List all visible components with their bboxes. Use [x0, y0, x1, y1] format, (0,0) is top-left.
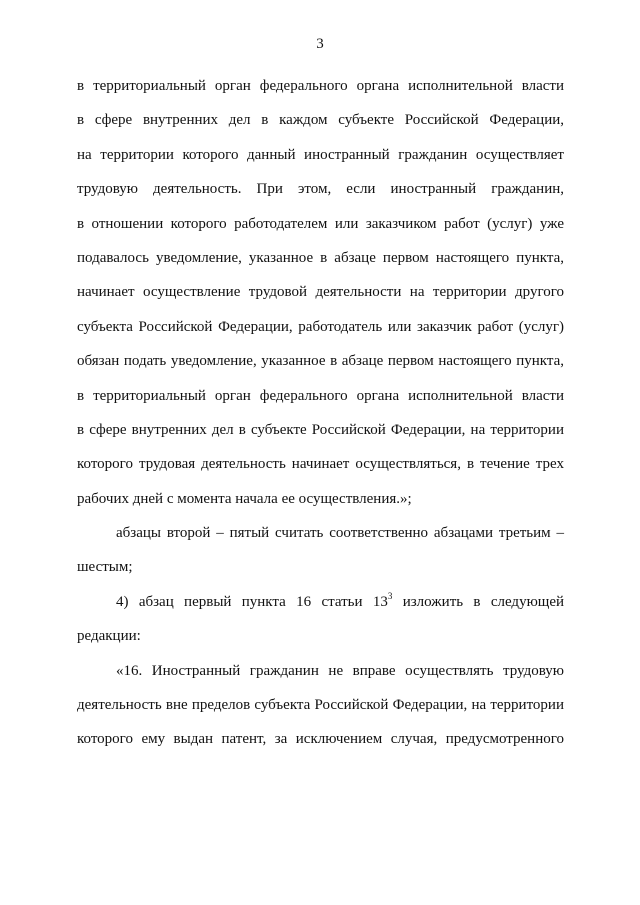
text-line: в территориальный орган федерального органа исполнительной власти [77, 387, 564, 404]
amendment-item-tail: изложить в следующей [402, 593, 565, 610]
text-line: трудовую деятельность. При этом, если иностранный гражданин, [77, 181, 564, 198]
text-line: в сфере внутренних дел в каждом субъекте Российской Федерации, [77, 112, 564, 129]
text-line: редакции: [77, 628, 141, 645]
text-line: субъекта Российской Федерации, работодатель или заказчик работ (услуг) [77, 318, 564, 335]
text-line: шестым; [77, 559, 133, 576]
text-line: начинает осуществление трудовой деятельности на территории другого [77, 284, 564, 301]
article-superscript: 3 [387, 590, 393, 601]
text-line: подавалось уведомление, указанное в абзаце первом настоящего пункта, [77, 249, 564, 266]
text-line: «16. Иностранный гражданин не вправе осуществлять трудовую [116, 662, 564, 679]
page-number: 3 [316, 36, 324, 52]
text-line: на территории которого данный иностранный гражданин осуществляет [77, 146, 564, 163]
text-line: которого трудовая деятельность начинает осуществляться, в течение трех [77, 456, 564, 473]
text-line: в отношении которого работодателем или заказчиком работ (услуг) уже [77, 215, 564, 232]
amendment-item-lead: 4) абзац первый пункта 16 статьи 13 [116, 593, 388, 610]
text-line: которого ему выдан патент, за исключением случая, предусмотренного [77, 731, 564, 748]
text-line: обязан подать уведомление, указанное в абзаце первом настоящего пункта, [77, 353, 564, 370]
text-line: деятельность вне пределов субъекта Российской Федерации, на территории [77, 697, 564, 714]
text-line: в территориальный орган федерального органа исполнительной власти [77, 78, 564, 94]
text-line: рабочих дней с момента начала ее осуществления.»; [77, 490, 412, 507]
text-line: в сфере внутренних дел в субъекте Российской Федерации, на территории [77, 421, 564, 438]
amendment-item-line [77, 592, 564, 626]
document-body [77, 76, 564, 764]
text-line: абзацы второй – пятый считать соответственно абзацами третьим – [116, 525, 564, 542]
